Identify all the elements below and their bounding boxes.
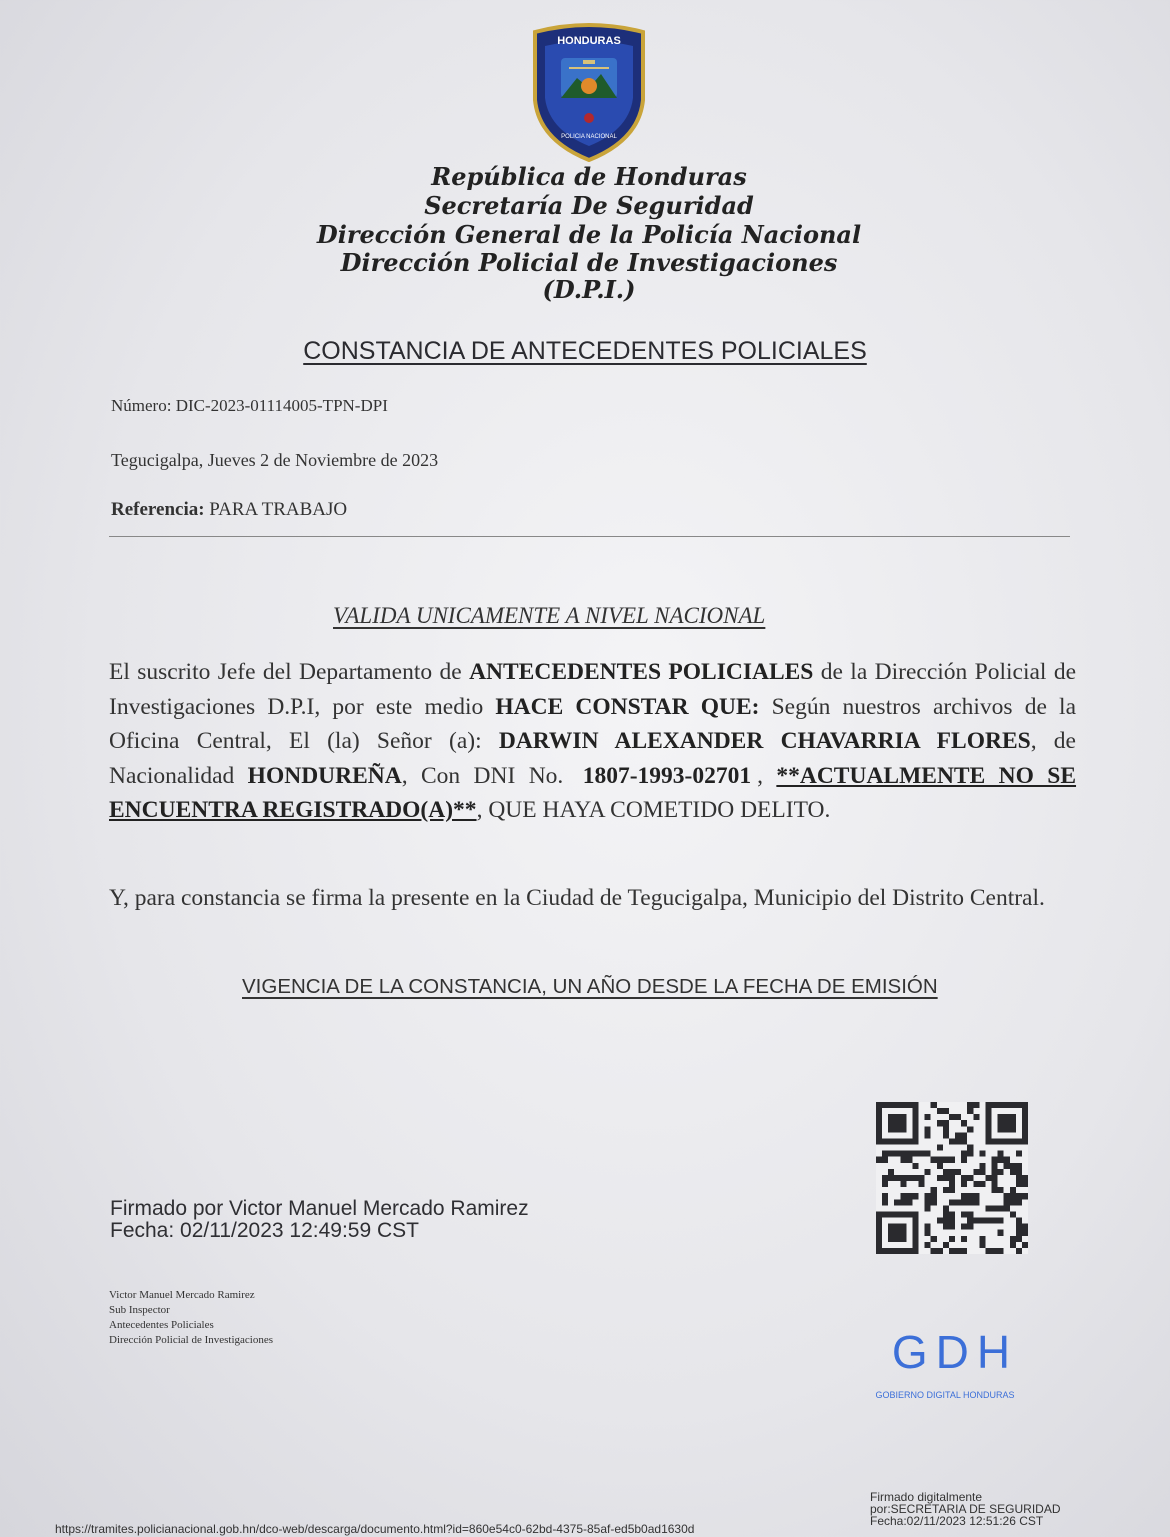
header-line-direccion-policial: Dirección Policial de Investigaciones [340, 248, 838, 277]
hace-constar: HACE CONSTAR QUE: [495, 693, 760, 720]
signed-date: Fecha: 02/11/2023 12:49:59 CST [110, 1219, 419, 1242]
body-text-e: , Con DNI No. [401, 762, 564, 789]
body-text-a: El suscrito Jefe del Departamento de [109, 659, 462, 685]
divider [109, 536, 1070, 537]
body-text-f: , [757, 762, 763, 789]
police-shield-logo [527, 22, 651, 162]
numero-value: DIC-2023-01114005-TPN-DPI [175, 396, 388, 415]
validity-period: VIGENCIA DE LA CONSTANCIA, UN AÑO DESDE LA FECHA DE EMISIÓN [242, 975, 938, 998]
closing-paragraph: Y, para constancia se firma la presente en la Ciudad de Tegucigalpa, Municipio del Distrito Central. [109, 885, 1045, 911]
officer-direction: Dirección Policial de Investigaciones [109, 1334, 274, 1346]
gdh-subtitle: GOBIERNO DIGITAL HONDURAS [875, 1390, 1015, 1400]
signature-block [110, 1198, 529, 1242]
digital-signature-line2: por:SECRETARIA DE SEGURIDAD [870, 1502, 1061, 1516]
place-date: Tegucigalpa, Jueves 2 de Noviembre de 2023 [111, 450, 439, 470]
header-line-dpi: (D.P.I.) [542, 275, 636, 304]
dni-number: 1807-1993-02701 [582, 762, 752, 789]
numero-label: Número: [111, 396, 172, 415]
nationality: HONDUREÑA [247, 762, 402, 789]
signed-by: Firmado por Victor Manuel Mercado Ramirez [110, 1197, 529, 1220]
verification-url[interactable]: https://tramites.policianacional.gob.hn/dco-web/descarga/documento.html?id=860e54c0-62bd-4375-85af-ed5b0ad1630d [55, 1522, 695, 1536]
gdh-logo [875, 1326, 1030, 1400]
header-line-direccion-general: Dirección General de la Policía Nacional [316, 220, 862, 249]
body-text-b: de la Dirección Policial de Investigaciones D.P.I, por este medio [109, 659, 1077, 720]
qr-code-icon[interactable] [876, 1100, 1028, 1256]
header-line-secretaria: Secretaría De Seguridad [424, 191, 754, 220]
shield-top-text: HONDURAS [557, 35, 621, 47]
officer-department: Antecedentes Policiales [109, 1319, 214, 1331]
referencia-label: Referencia: [111, 499, 205, 520]
digital-signature-line3: Fecha:02/11/2023 12:51:26 CST [870, 1514, 1044, 1528]
registration-status: **ACTUALMENTE NO SE ENCUENTRA REGISTRADO(A)** [109, 762, 1077, 823]
certification-paragraph [109, 655, 1076, 828]
header-line-republica: República de Honduras [431, 162, 747, 191]
person-name: DARWIN ALEXANDER CHAVARRIA FLORES [498, 728, 1031, 754]
officer-rank: Sub Inspector [109, 1304, 170, 1316]
validity-heading: VALIDA UNICAMENTE A NIVEL NACIONAL [333, 603, 766, 628]
shield-bottom-text: POLICIA NACIONAL [561, 134, 617, 140]
gdh-logo-text: GDH [891, 1326, 1019, 1378]
digital-signature [870, 1491, 1061, 1527]
body-text-c: Según nuestros archivos de la Oficina Central, El (la) Señor (a): [109, 693, 1076, 754]
officer-details [109, 1288, 273, 1348]
officer-name: Victor Manuel Mercado Ramirez [109, 1289, 255, 1301]
document-title: CONSTANCIA DE ANTECEDENTES POLICIALES [303, 337, 867, 365]
body-text-g: , QUE HAYA COMETIDO DELITO. [476, 797, 831, 823]
referencia-line [111, 499, 347, 521]
department-name: ANTECEDENTES POLICIALES [469, 659, 814, 685]
referencia-value: PARA TRABAJO [209, 499, 348, 520]
body-text-d: , de Nacionalidad [109, 728, 1076, 789]
numero-line [111, 396, 388, 416]
digital-signature-line1: Firmado digitalmente [870, 1490, 983, 1504]
